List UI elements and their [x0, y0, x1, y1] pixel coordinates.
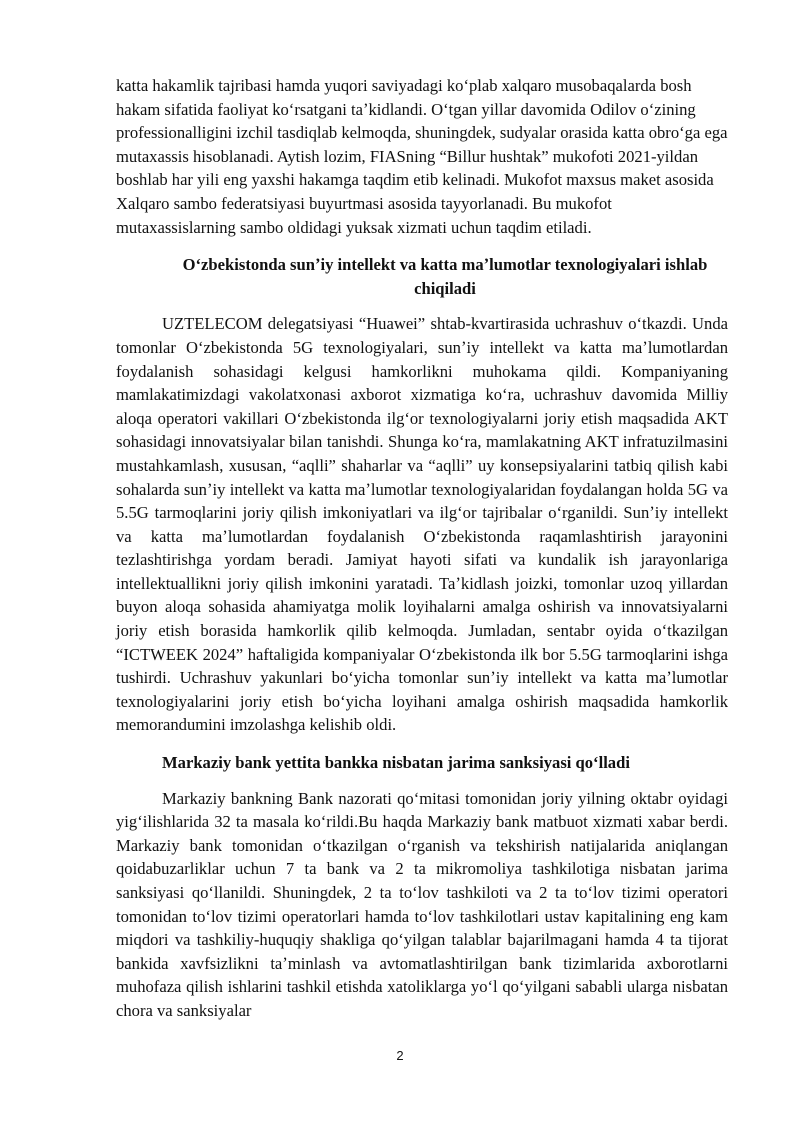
bank-section-heading: Markaziy bank yettita bankka nisbatan jarima sanksiyasi qoʻlladi [162, 753, 630, 773]
bank-section-paragraph: Markaziy bankning Bank nazorati qoʻmitasi tomonidan joriy yilning oktabr oyidagi yigʻilishlarida 32 ta masala koʻrildi.Bu haqda Markaziy bank matbuot xizmati xabar berdi. Markaziy bank tomonidan oʻtkazilgan oʻrganish va tekshirish natijalarida aniqlangan qoidabuzarliklar uchun 7 ta bank va 2 ta mikromoliya tashkilotiga nisbatan jarima sanksiyasi qoʻllanildi. Shuningdek, 2 ta toʻlov tashkiloti va 2 ta toʻlov tizimi operatori tomonidan toʻlov tizimi operatorlari hamda toʻlov tashkilotlari ustav kapitalining eng kam miqdori va tashkiliy-huquqiy shakliga qoʻyilgan talablar bajarilmagani hamda 4 ta tijorat bankida xavfsizlikni taʼminlash va avtomatlashtirilgan bank tizimlarida axborotlarni muhofaza qilish ishlarini tashkil etishda xatoliklarga yoʻl qoʻyilgani sababli ularga nisbatan chora va sanksiyalar [116, 788, 728, 1020]
ai-section-heading: Oʻzbekistonda sunʼiy intellekt va katta maʼlumotlar texnologiyalari ishlab chiqiladi [182, 255, 708, 298]
intro-paragraph: katta hakamlik tajribasi hamda yuqori saviyadagi koʻplab xalqaro musobaqalarda bosh hakam sifatida faoliyat koʻrsatgani taʼkidlandi. Oʻtgan yillar davomida Odilov oʻzining professionalligini izchil tasdiqlab kelmoqda, shuningdek, sudyalar orasida katta obroʻga ega mutaxassis hisoblanadi. Aytish lozim, FIASning “Billur hushtak” mukofoti 2021-yildan boshlab har yili eng yaxshi hakamga taqdim etib kelinadi. Mukofot maxsus maket asosida Xalqaro sambo federatsiyasi buyurtmasi asosida tayyorlanadi. Bu mukofot mutaxassislarning sambo oldidagi yuksak xizmati uchun taqdim etiladi. [116, 76, 728, 237]
page-number: 2 [396, 1048, 404, 1063]
ai-section-paragraph: UZTELECOM delegatsiyasi “Huawei” shtab-kvartirasida uchrashuv oʻtkazdi. Unda tomonlar Oʻzbekistonda 5G texnologiyalari, sunʼiy intellekt va katta maʼlumotlardan foydalanish sohasidagi kelgusi hamkorlikni muhokama qildi. Kompaniyaning mamlakatimizdagi vakolatxonasi axborot xizmatiga koʻra, uchrashuv davomida Milliy aloqa operatori vakillari Oʻzbekistonda ilgʻor texnologiyalarni joriy etish maqsadida AKT sohasidagi innovatsiyalar bilan tanishdi. Shunga koʻra, mamlakatning AKT infratuzilmasini mustahkamlash, xususan, “aqlli” shaharlar va “aqlli” uy konsepsiyalarini tatbiq qilish kabi sohalarda sunʼiy intellekt va katta maʼlumotlar texnologiyalaridan foydalangan holda 5G va 5.5G tarmoqlarini joriy qilish imkoniyatlari va ilgʻor tajribalar oʻrganildi. Sunʼiy intellekt va katta maʼlumotlardan foydalanish Oʻzbekistonda raqamlashtirish jarayonini tezlashtirishga yordam beradi. Jamiyat hayoti sifati va kundalik ish jarayonlariga intellektuallikni joriy qilish imkonini yaratadi. Taʼkidlash joizki, tomonlar uzoq yillardan buyon aloqa sohasida ahamiyatga molik loyihalarni amalga oshirish va innovatsiyalarni joriy etish borasida hamkorlik qilib kelmoqda. Jumladan, sentabr oyida oʻtkazilgan “ICTWEEK 2024” haftaligida kompaniyalar Oʻzbekistonda ilk bor 5.5G tarmoqlarini ishga tushirdi. Uchrashuv yakunlari boʻyicha tomonlar sunʼiy intellekt va katta maʼlumotlar texnologiyalarini joriy etish boʻyicha loyihani amalga oshirish maqsadida hamkorlik memorandumini imzolashga kelishib oldi. [116, 314, 728, 735]
document-page [116, 74, 728, 1023]
